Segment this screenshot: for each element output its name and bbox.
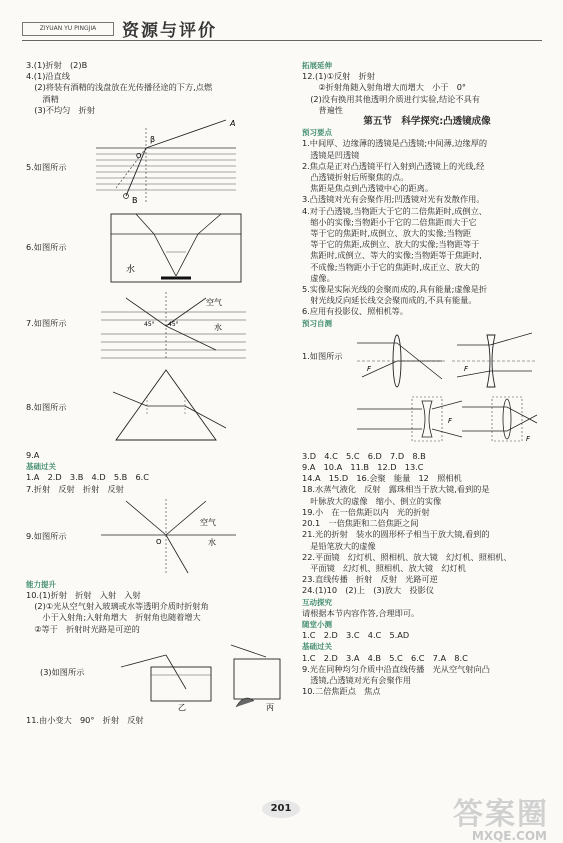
- figure-6: [26, 212, 281, 286]
- header-logo: ZIYUAN YU PINGJIA: [22, 22, 114, 36]
- text-line: ②折射角随入射角增大而增大 小于 0°: [302, 82, 467, 93]
- header-title: 资源与评价: [122, 21, 217, 41]
- text-line: 2.焦点是正对凸透镜平行入射到凸透镜上的光线,经: [302, 160, 485, 171]
- text-line: 12.(1)①反射 折射: [302, 71, 375, 82]
- text-line: 20.1 一倍焦距和二倍焦距之间: [302, 518, 419, 529]
- text-line: 23.直线传播 折射 反射 光路可逆: [302, 574, 438, 585]
- refraction-diagram: [86, 118, 246, 208]
- triangle-prism: [111, 366, 231, 446]
- reflection-refraction-diagram: [96, 497, 246, 575]
- figure-7: [26, 290, 281, 362]
- text-line: 凸透镜折射后所聚焦的点。: [302, 172, 409, 183]
- section-title: 第五节 科学探究:凸透镜成像: [363, 116, 491, 128]
- section-heading: 随堂小测: [302, 619, 332, 629]
- prism-diagram: [96, 290, 256, 362]
- section-heading: 预习自测: [302, 318, 332, 328]
- figure-5: [26, 118, 281, 208]
- label-f: F: [464, 364, 469, 373]
- lens-diagrams: [352, 331, 542, 447]
- section-heading: 互动探究: [302, 597, 332, 607]
- figure-8: [26, 366, 281, 446]
- label-air: 空气: [200, 517, 216, 527]
- text-line: 9.光在同种均匀介质中沿直线传播 光从空气射向凸: [302, 663, 490, 674]
- text-line: 等于它的焦距时,成倒立、放大的实像;当物距: [302, 228, 472, 239]
- text-line: 4.对于凸透镜,当物距大于它的二倍焦距时,成倒立、: [302, 205, 487, 216]
- text-line: 等于它的焦距,成倒立、放大的实像;当物距等于: [302, 239, 480, 250]
- section-heading: 基础过关: [302, 642, 332, 652]
- label-beta: β: [150, 135, 156, 145]
- text-line: 焦距是焦点到凸透镜中心的距离。: [302, 183, 434, 194]
- figure-label: 9.如图所示: [26, 530, 67, 541]
- text-line: 1.C 2.D 3.A 4.B 5.C 6.C 7.A 8.C: [302, 652, 468, 663]
- figure-10: [26, 637, 281, 711]
- text-line: ②等于 折射时光路是可逆的: [26, 623, 140, 634]
- text-line: 缩小的实像;当物距小于它的二倍焦距而大于它: [302, 216, 477, 227]
- text-line: 1.C 2.D 3.C 4.C 5.AD: [302, 630, 410, 641]
- label-o: O: [156, 537, 162, 546]
- text-line: 平面镜 幻灯机、照相机、放大镜 幻灯机: [302, 562, 466, 573]
- text-line: 21.光的折射 装水的圆形杯子相当于放大镜,看到的: [302, 529, 490, 540]
- text-line: 24.(1)10 (2)上 (3)放大 投影仪: [302, 585, 434, 596]
- text-line: 不成像;当物距小于它的焦距时,成正立、放大的: [302, 261, 480, 272]
- header-rule: [22, 40, 542, 41]
- right-column: [302, 60, 552, 780]
- text-line: (2)没有换用其他透明介质进行实验,结论不具有: [302, 93, 480, 104]
- label-air: 空气: [206, 298, 222, 308]
- label-45-right: 45°: [168, 321, 179, 329]
- text-line: 5.实像是实际光线的会聚而成的,具有能量;虚像是折: [302, 284, 488, 295]
- label-yi: 乙: [178, 702, 186, 711]
- text-line: 虚像。: [302, 272, 335, 283]
- figure-lens: [302, 331, 552, 447]
- label-f: F: [448, 416, 453, 425]
- label-water: 水: [126, 265, 136, 276]
- text-line: (2)将装有酒精的浅盘放在光传播径途的下方,点燃: [26, 82, 213, 93]
- watermark-url: MXQE.COM: [471, 829, 547, 843]
- text-line: 是铅笔放大的虚像: [302, 540, 376, 551]
- text-line: 射光线反向延长线交会聚而成的,不具有能量。: [302, 295, 477, 306]
- text-line: 9.A 10.A 11.B 12.D 13.C: [302, 462, 424, 473]
- label-water: 水: [214, 323, 222, 333]
- text-line: (3)不均匀 折射: [26, 104, 95, 115]
- label-f: F: [526, 434, 531, 443]
- text-line: 透镜,凸透镜对光有会聚作用: [302, 674, 412, 685]
- mirror-diagram: [106, 212, 256, 286]
- text-line: 9.A: [26, 450, 40, 461]
- text-line: 1.A 2.D 3.B 4.D 5.B 6.C: [26, 472, 149, 483]
- label-45: 45°: [144, 321, 155, 329]
- text-line: 19.小 在一倍焦距以内 光的折射: [302, 506, 430, 517]
- page-header: [22, 18, 542, 42]
- figure-label: 8.如图所示: [26, 402, 67, 413]
- label-bing: 丙: [266, 702, 274, 711]
- section-heading: 拓展延伸: [302, 61, 332, 70]
- figure-label: 1.如图所示: [302, 350, 343, 361]
- text-line: 酒精: [26, 93, 59, 104]
- figure-label: 6.如图所示: [26, 242, 67, 253]
- text-line: 10.(1)折射 折射 入射 入射: [26, 590, 141, 601]
- figure-label: 7.如图所示: [26, 318, 67, 329]
- container-diagrams: [116, 637, 286, 711]
- figure-9: [26, 497, 281, 575]
- text-line: 10.二倍焦距点 焦点: [302, 686, 381, 697]
- label-water: 水: [208, 537, 216, 547]
- text-line: 6.应用有投影仪、照相机等。: [302, 306, 409, 317]
- figure-label: 5.如图所示: [26, 162, 67, 173]
- text-line: 小于入射角;入射角增大 折射角也随着增大: [26, 612, 201, 623]
- label-o: O: [136, 152, 142, 161]
- text-line: 叶脉放大的虚像 缩小、倒立的实像: [302, 495, 442, 506]
- label-a: A: [230, 119, 236, 129]
- text-line: 4.(1)沿直线: [26, 71, 70, 82]
- text-line: 18.水蒸气液化 反射 露珠相当于放大镜,看到的是: [302, 484, 490, 495]
- text-line: 14.A 15.D 16.会聚 能量 12 照相机: [302, 473, 462, 484]
- text-line: 请根据本节内容作答,合理即可。: [302, 607, 420, 618]
- text-line: (2)①光从空气射入玻璃或水等透明介质时折射角: [26, 601, 209, 612]
- text-line: 焦距时,成倒立、等大的实像;当物距等于焦距时,: [302, 250, 482, 261]
- text-line: 7.折射 反射 折射 反射: [26, 483, 124, 494]
- left-column: [26, 60, 281, 780]
- text-line: 透镜是凹透镜: [302, 149, 360, 160]
- text-line: 3.(1)折射 (2)B: [26, 60, 88, 70]
- page-number: 201: [262, 800, 300, 818]
- figure-label: (3)如图所示: [40, 666, 85, 677]
- text-line: 3.D 4.C 5.C 6.D 7.D 8.B: [302, 450, 426, 461]
- label-f: F: [367, 364, 372, 373]
- section-heading: 能力提升: [26, 579, 56, 589]
- text-line: 22.平面镜 幻灯机、照相机、放大镜 幻灯机、照相机、: [302, 551, 512, 562]
- text-line: 普遍性: [302, 104, 343, 115]
- section-heading: 基础过关: [26, 462, 56, 472]
- section-heading: 预习要点: [302, 128, 332, 138]
- label-b: B: [132, 196, 138, 206]
- text-line: 1.中间厚、边缘薄的透镜是凸透镜;中间薄,边缘厚的: [302, 138, 488, 149]
- watermark-logo: 答案圈: [453, 797, 549, 832]
- text-line: 3.凸透镜对光有会聚作用;凹透镜对光有发散作用。: [302, 194, 485, 205]
- text-line: 11.由小变大 90° 折射 反射: [26, 714, 144, 725]
